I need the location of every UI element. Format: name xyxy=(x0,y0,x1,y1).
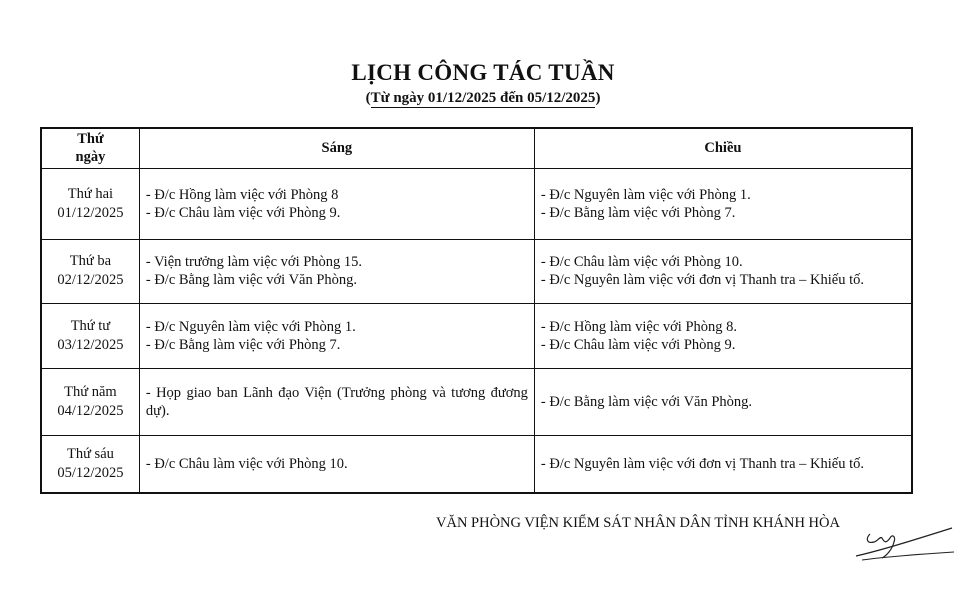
morning-cell xyxy=(139,435,534,493)
task-item: - Đ/c Hồng làm việc với Phòng 8. xyxy=(540,318,738,335)
page-title: LỊCH CÔNG TÁC TUẦN xyxy=(351,60,615,85)
table-row xyxy=(41,168,912,239)
day-date: 04/12/2025 xyxy=(57,402,124,419)
day-date: 05/12/2025 xyxy=(57,464,124,481)
day-date: 01/12/2025 xyxy=(57,204,124,221)
day-name: Thứ năm xyxy=(64,383,117,400)
table-row xyxy=(41,368,912,435)
day-cell xyxy=(41,303,139,368)
afternoon-cell xyxy=(534,239,912,303)
task-item: - Đ/c Nguyên làm việc với đơn vị Thanh tra – Khiếu tố. xyxy=(540,272,864,288)
signature-icon xyxy=(852,520,956,562)
morning-cell xyxy=(139,239,534,303)
issuing-office: VĂN PHÒNG VIỆN KIỂM SÁT NHÂN DÂN TỈNH KHÁNH HÒA xyxy=(436,515,840,531)
day-name: Thứ tư xyxy=(70,317,111,334)
task-item: - Viện trưởng làm việc với Phòng 15. xyxy=(145,254,363,270)
day-cell xyxy=(41,435,139,493)
task-item: - Đ/c Bằng làm việc với Văn Phòng. xyxy=(145,272,358,288)
morning-cell xyxy=(139,168,534,239)
weekly-schedule-table xyxy=(40,127,913,494)
date-range-subtitle xyxy=(0,90,966,107)
task-item: - Họp giao ban Lãnh đạo Viện (Trưởng phòng và tương đương dự). xyxy=(145,384,528,419)
header-afternoon: Chiều xyxy=(534,128,912,168)
task-item: - Đ/c Hồng làm việc với Phòng 8 xyxy=(145,186,339,203)
afternoon-cell xyxy=(534,303,912,368)
header-day-line2: ngày xyxy=(75,149,106,166)
morning-cell xyxy=(139,368,534,435)
task-item: - Đ/c Bằng làm việc với Phòng 7. xyxy=(540,204,736,221)
date-range-text: Từ ngày 01/12/2025 đến 05/12/2025 xyxy=(370,90,596,106)
morning-cell xyxy=(139,303,534,368)
task-item: - Đ/c Châu làm việc với Phòng 9. xyxy=(145,204,341,221)
afternoon-cell xyxy=(534,368,912,435)
day-cell xyxy=(41,168,139,239)
task-item: - Đ/c Nguyên làm việc với đơn vị Thanh tra – Khiếu tố. xyxy=(540,455,864,472)
table-row xyxy=(41,435,912,493)
subtitle-close: ) xyxy=(595,90,601,106)
subtitle-open: ( xyxy=(365,90,371,106)
day-name: Thứ ba xyxy=(69,253,112,269)
header-morning: Sáng xyxy=(139,128,534,168)
task-item: - Đ/c Châu làm việc với Phòng 10. xyxy=(145,455,348,472)
task-item: - Đ/c Châu làm việc với Phòng 10. xyxy=(540,254,743,270)
afternoon-cell xyxy=(534,435,912,493)
table-row xyxy=(41,239,912,303)
task-item: - Đ/c Bằng làm việc với Văn Phòng. xyxy=(540,393,753,410)
day-cell xyxy=(41,239,139,303)
day-name: Thứ hai xyxy=(67,185,114,202)
afternoon-cell xyxy=(534,168,912,239)
task-item: - Đ/c Bằng làm việc với Phòng 7. xyxy=(145,336,341,353)
task-item: - Đ/c Châu làm việc với Phòng 9. xyxy=(540,336,736,353)
header-day-line1: Thứ xyxy=(77,131,104,148)
header-day xyxy=(41,128,139,168)
day-cell xyxy=(41,368,139,435)
day-date: 02/12/2025 xyxy=(57,272,124,288)
task-item: - Đ/c Nguyên làm việc với Phòng 1. xyxy=(145,318,356,335)
table-header-row xyxy=(41,128,912,168)
task-item: - Đ/c Nguyên làm việc với Phòng 1. xyxy=(540,186,751,203)
day-date: 03/12/2025 xyxy=(57,336,124,353)
day-name: Thứ sáu xyxy=(66,445,114,462)
table-row xyxy=(41,303,912,368)
